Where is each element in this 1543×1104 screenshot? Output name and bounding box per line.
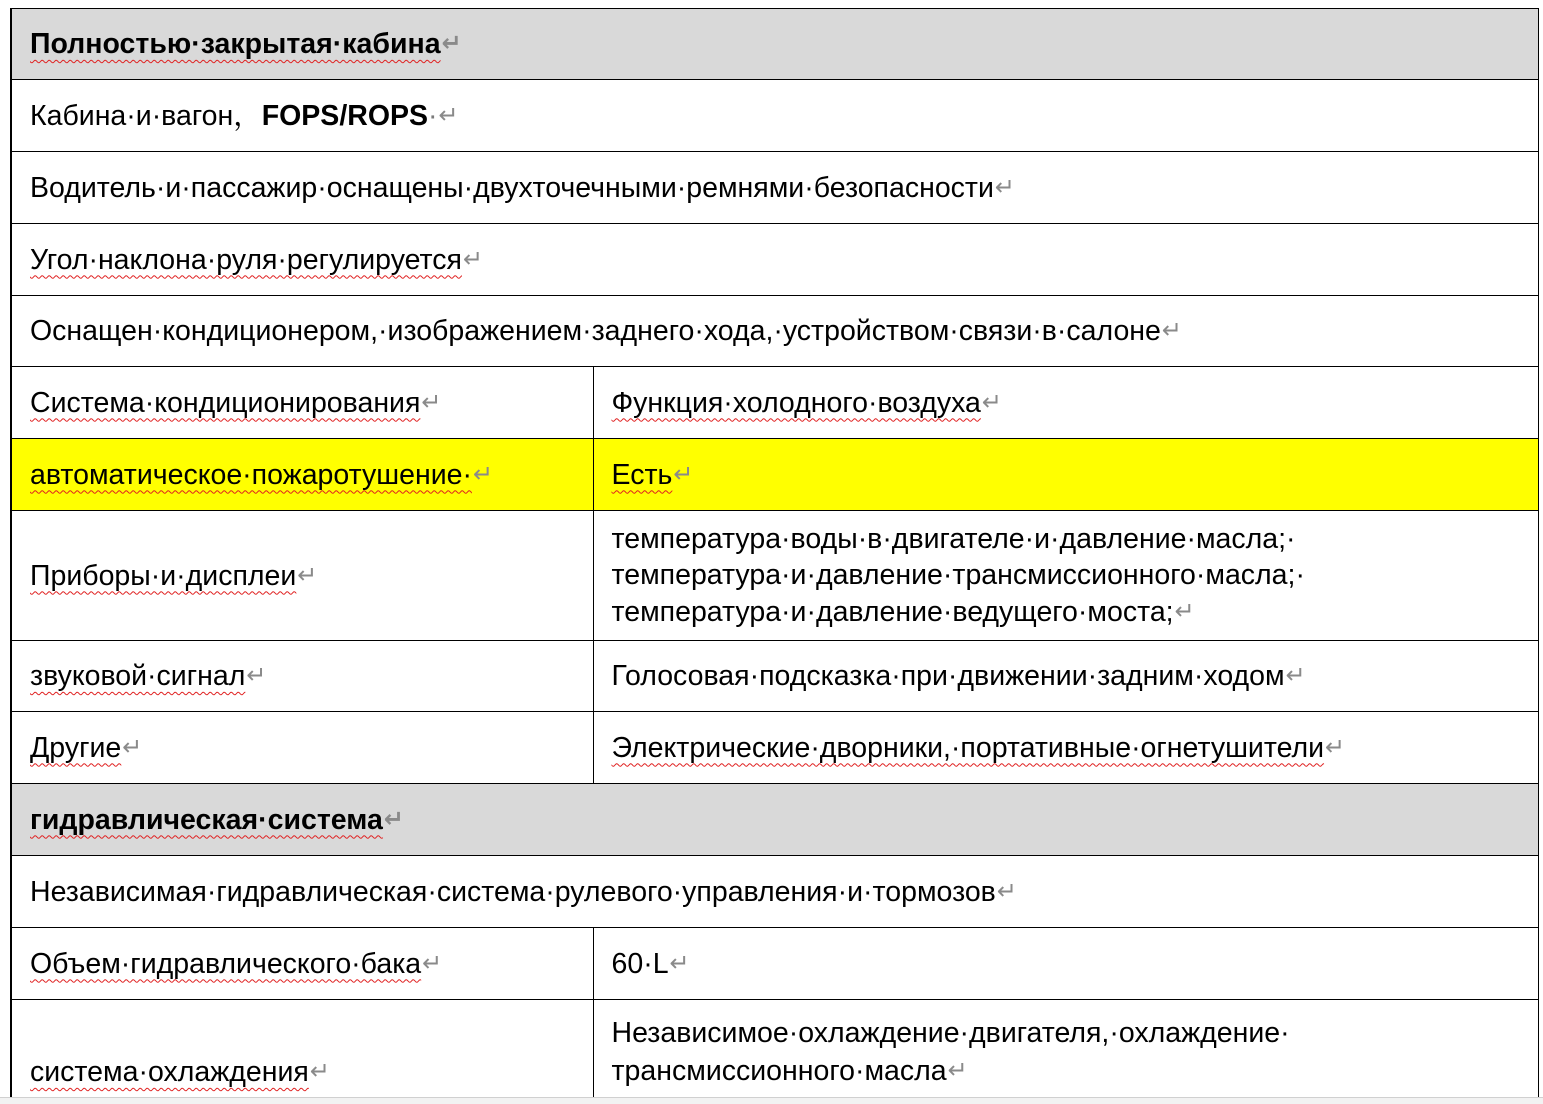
cell-label: Система·кондиционирования — [30, 386, 421, 419]
paragraph-mark-icon: ↵ — [462, 245, 484, 273]
table-row — [11, 367, 1538, 439]
paragraph-mark-icon: ↵ — [309, 1058, 330, 1085]
section-header-hydraulics — [11, 784, 1538, 856]
cell-text: Водитель·и·пассажир·оснащены·двухточечными·ремнями·безопасности — [30, 171, 994, 204]
value-cell[interactable] — [593, 367, 1538, 439]
cell-value-line: температура·воды·в·двигателе·и·давление·масла;· — [611, 522, 1296, 555]
cell-text: Кабина·и·вагон， — [30, 99, 262, 132]
table-row — [11, 152, 1538, 224]
table-row — [11, 80, 1538, 152]
paragraph-mark-icon: ↵ — [996, 877, 1017, 905]
cell-value-line: Независимое·охлаждение·двигателя,·охлаждение· — [611, 1017, 1290, 1049]
label-cell[interactable] — [11, 511, 593, 641]
table-row — [11, 511, 1538, 641]
paragraph-mark-icon: ↵ — [673, 460, 694, 488]
table-row-highlighted — [11, 439, 1538, 511]
paragraph-mark-icon: ↵ — [1161, 317, 1182, 344]
label-cell[interactable] — [11, 439, 593, 511]
cell-label: Другие — [30, 731, 122, 764]
cell-value: Функция·холодного·воздуха — [611, 386, 981, 419]
label-cell[interactable] — [11, 1000, 593, 1099]
cell-value-text: трансмиссионного·масла — [611, 1055, 947, 1087]
paragraph-mark-icon: ↵ — [441, 30, 462, 57]
cell-text: Угол·наклона·руля·регулируется — [30, 243, 462, 276]
section-title-cell[interactable] — [11, 9, 1538, 80]
spec-table — [10, 8, 1539, 1099]
cell-label: звуковой·сигнал — [30, 660, 246, 692]
paragraph-mark-icon: ↵ — [438, 101, 459, 129]
table-row — [11, 928, 1538, 1000]
cell-value: Электрические·дворники,·портативные·огнетушители — [611, 731, 1325, 764]
cell-label: автоматическое·пожаротушение· — [30, 458, 472, 491]
cell-value-line-last — [612, 594, 1538, 631]
label-cell[interactable] — [11, 367, 593, 439]
table-row — [11, 296, 1538, 367]
cell-label: Объем·гидравлического·бака — [30, 947, 422, 980]
table-cell[interactable] — [11, 152, 1538, 224]
table-row — [11, 1000, 1538, 1099]
cell-text: Оснащен·кондиционером,·изображением·заднего·хода,·устройством·связи·в·салоне — [30, 315, 1161, 347]
cell-text: Независимая·гидравлическая·система·рулевого·управления·и·тормозов — [30, 875, 996, 908]
paragraph-mark-icon: ↵ — [669, 949, 690, 977]
table-cell[interactable] — [11, 296, 1538, 367]
label-cell[interactable] — [11, 928, 593, 1000]
cell-value-text: температура·и·давление·ведущего·моста; — [611, 595, 1174, 628]
value-cell[interactable] — [593, 712, 1538, 784]
section-title-cell[interactable] — [11, 784, 1538, 856]
paragraph-mark-icon: ↵ — [246, 662, 267, 689]
cell-label: Приборы·и·дисплеи — [30, 559, 297, 592]
cell-value: 60·L — [611, 947, 669, 980]
space-mark: · — [428, 99, 438, 132]
paragraph-mark-icon: ↵ — [472, 460, 494, 488]
cell-value: Есть — [611, 458, 673, 491]
paragraph-mark-icon: ↵ — [422, 949, 443, 977]
table-cell[interactable] — [11, 80, 1538, 152]
value-cell[interactable] — [593, 511, 1538, 641]
cell-text-bold: FOPS/ROPS — [261, 99, 429, 132]
paragraph-mark-icon: ↵ — [1174, 597, 1195, 625]
paragraph-mark-icon: ↵ — [297, 561, 318, 589]
paragraph-mark-icon: ↵ — [1325, 733, 1346, 761]
cell-value-line: температура·и·давление·трансмиссионного·масла;· — [611, 559, 1305, 592]
paragraph-mark-icon: ↵ — [421, 388, 442, 416]
cell-label: система·охлаждения — [30, 1056, 309, 1088]
paragraph-mark-icon: ↵ — [1285, 662, 1306, 689]
label-cell[interactable] — [11, 712, 593, 784]
table-row — [11, 641, 1538, 712]
value-cell[interactable] — [593, 928, 1538, 1000]
table-row — [11, 224, 1538, 296]
section-header-cab — [11, 9, 1538, 80]
paragraph-mark-icon: ↵ — [981, 388, 1003, 416]
label-cell[interactable] — [11, 641, 593, 712]
paragraph-mark-icon: ↵ — [383, 805, 404, 833]
section-title: гидравлическая·система — [30, 803, 383, 836]
table-row — [11, 856, 1538, 928]
value-cell[interactable] — [593, 439, 1538, 511]
paragraph-mark-icon: ↵ — [947, 1057, 968, 1084]
paragraph-mark-icon: ↵ — [122, 733, 143, 761]
table-cell[interactable] — [11, 856, 1538, 928]
value-cell[interactable] — [593, 641, 1538, 712]
cell-value: Голосовая·подсказка·при·движении·задним·ходом — [611, 660, 1285, 692]
paragraph-mark-icon: ↵ — [994, 173, 1016, 201]
cell-value-line-last — [612, 1052, 1538, 1090]
section-title: Полностью·закрытая·кабина — [30, 28, 441, 60]
value-cell[interactable] — [593, 1000, 1538, 1099]
table-row — [11, 712, 1538, 784]
table-cell[interactable] — [11, 224, 1538, 296]
